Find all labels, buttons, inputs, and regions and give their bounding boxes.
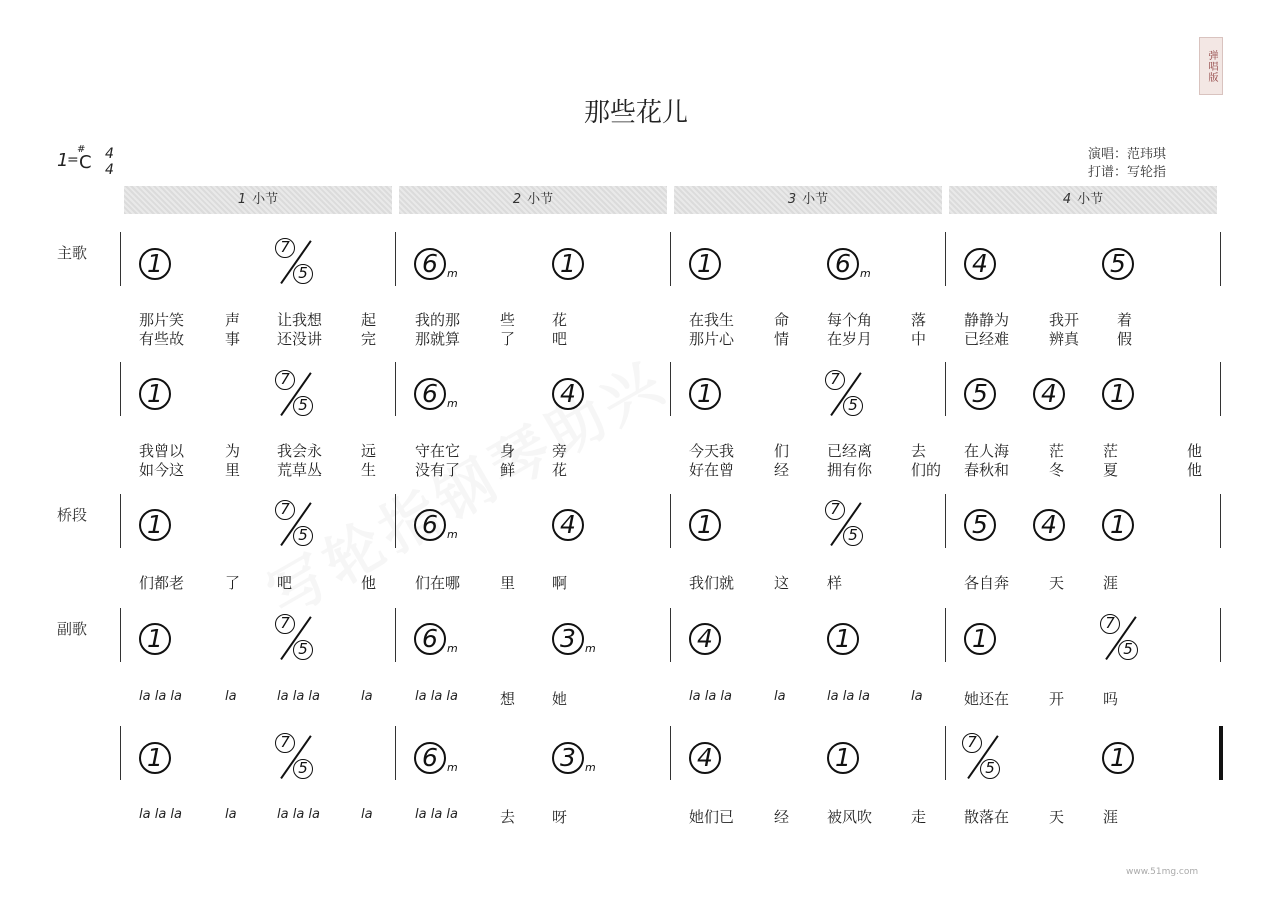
lyric: 去 xyxy=(500,808,516,826)
lyric: 天 xyxy=(1049,808,1065,826)
lyric: 花 xyxy=(552,311,568,329)
barline xyxy=(120,494,121,548)
lyric: 那就算 xyxy=(415,330,461,348)
lyric: 落 xyxy=(911,311,927,329)
time-signature xyxy=(105,146,114,178)
lyric: la la la xyxy=(277,807,320,822)
lyric: 中 xyxy=(911,330,927,348)
barline xyxy=(120,362,121,416)
singer-credit: 演唱：范玮琪 xyxy=(1088,147,1167,162)
section-label-chorus: 副歌 xyxy=(57,620,88,638)
slash-chord-7-5: 7 5 xyxy=(1100,614,1140,660)
chord-1: 1 xyxy=(139,742,171,774)
chord-1: 1 xyxy=(1102,378,1134,410)
lyric: 已经离 xyxy=(827,442,873,460)
lyric: 我曾以 xyxy=(139,442,185,460)
lyric: 每个角 xyxy=(827,311,873,329)
lyric: la la la xyxy=(139,807,182,822)
lyric: la xyxy=(911,689,923,704)
lyric: 没有了 xyxy=(415,461,461,479)
key-eq: = xyxy=(67,152,79,168)
chord-1: 1 xyxy=(552,248,584,280)
chord-6m: 6 m xyxy=(827,248,859,280)
key-letter: C xyxy=(79,152,92,173)
chord-1: 1 xyxy=(689,248,721,280)
lyric: la la la xyxy=(689,689,732,704)
lyric: 吗 xyxy=(1103,690,1119,708)
slash-chord-7-5: 7 5 xyxy=(275,733,315,779)
lyric: 我的那 xyxy=(415,311,461,329)
lyric: 守在它 xyxy=(415,442,461,460)
lyric: la xyxy=(361,689,373,704)
chord-6m: 6 m xyxy=(414,248,446,280)
lyric: 茫 xyxy=(1103,442,1119,460)
lyric: 冬 xyxy=(1049,461,1065,479)
lyric: 我开 xyxy=(1049,311,1080,329)
chord-4: 4 xyxy=(552,509,584,541)
lyric: 起 xyxy=(361,311,377,329)
lyric: 她还在 xyxy=(964,690,1010,708)
lyric: la la la xyxy=(139,689,182,704)
chord-1: 1 xyxy=(827,742,859,774)
page-title: 那些花儿 xyxy=(583,98,688,128)
lyric: 他 xyxy=(1187,461,1203,479)
section-label-verse: 主歌 xyxy=(57,244,88,262)
lyric: la la la xyxy=(277,689,320,704)
lyric: la xyxy=(774,689,786,704)
chord-6m: 6 m xyxy=(414,509,446,541)
section-label-bridge: 桥段 xyxy=(57,506,88,524)
barline xyxy=(1220,608,1221,662)
lyric: 他 xyxy=(361,574,377,592)
lyric: 已经难 xyxy=(964,330,1010,348)
barline xyxy=(395,362,396,416)
slash-chord-7-5: 7 5 xyxy=(275,614,315,660)
slash-chord-7-5: 7 5 xyxy=(275,370,315,416)
chord-3m: 3 m xyxy=(552,742,584,774)
barline xyxy=(945,726,946,780)
lyric: 完 xyxy=(361,330,377,348)
lyric: 这 xyxy=(774,574,790,592)
slash-chord-7-5: 7 5 xyxy=(962,733,1002,779)
lyric: 呀 xyxy=(552,808,568,826)
lyric: 那片笑 xyxy=(139,311,185,329)
lyric: la la la xyxy=(827,689,870,704)
key-one: 1 xyxy=(57,150,69,171)
chord-1: 1 xyxy=(964,623,996,655)
lyric: 那片心 xyxy=(689,330,735,348)
barline xyxy=(945,494,946,548)
chord-1: 1 xyxy=(139,509,171,541)
lyric: 身 xyxy=(500,442,516,460)
barline xyxy=(1220,362,1221,416)
chord-3m: 3 m xyxy=(552,623,584,655)
chord-5: 5 xyxy=(964,509,996,541)
slash-chord-7-5: 7 5 xyxy=(825,370,865,416)
chord-1: 1 xyxy=(139,248,171,280)
lyric: 天 xyxy=(1049,574,1065,592)
barline xyxy=(945,608,946,662)
measure-header-1: 1 小节 xyxy=(124,186,392,214)
lyric: 里 xyxy=(500,574,516,592)
chord-5: 5 xyxy=(964,378,996,410)
lyric: 们都老 xyxy=(139,574,185,592)
barline xyxy=(945,362,946,416)
lyric: 春秋和 xyxy=(964,461,1010,479)
lyric: 些 xyxy=(500,311,516,329)
lyric: la xyxy=(225,807,237,822)
lyric: 涯 xyxy=(1103,808,1119,826)
barline xyxy=(395,232,396,286)
credits xyxy=(1088,146,1166,182)
slash-chord-7-5: 7 5 xyxy=(275,500,315,546)
lyric: 让我想 xyxy=(277,311,323,329)
lyric: 们的 xyxy=(911,461,942,479)
barline xyxy=(120,726,121,780)
barline xyxy=(395,494,396,548)
lyric: 还没讲 xyxy=(277,330,323,348)
lyric: 们 xyxy=(774,442,790,460)
arranger-credit: 打谱：写轮指 xyxy=(1088,165,1167,180)
sharp-symbol: # xyxy=(77,144,86,155)
lyric: 事 xyxy=(225,330,241,348)
lyric: 各自奔 xyxy=(964,574,1010,592)
lyric: 假 xyxy=(1117,330,1133,348)
barline xyxy=(395,726,396,780)
lyric: 在岁月 xyxy=(827,330,873,348)
lyric: 静静为 xyxy=(964,311,1010,329)
lyric: la xyxy=(225,689,237,704)
measure-header-4: 4 小节 xyxy=(949,186,1217,214)
measure-header-3: 3 小节 xyxy=(674,186,942,214)
lyric: 们在哪 xyxy=(415,574,461,592)
lyric: 吧 xyxy=(277,574,293,592)
slash-chord-7-5: 7 5 xyxy=(825,500,865,546)
lyric: 生 xyxy=(361,461,377,479)
lyric: 在人海 xyxy=(964,442,1010,460)
lyric: 如今这 xyxy=(139,461,185,479)
lyric: la la la xyxy=(415,689,458,704)
lyric: 在我生 xyxy=(689,311,735,329)
lyric: 有些故 xyxy=(139,330,185,348)
lyric: 命 xyxy=(774,311,790,329)
lyric: 想 xyxy=(500,690,516,708)
lyric: 散落在 xyxy=(964,808,1010,826)
lyric: 今天我 xyxy=(689,442,735,460)
barline xyxy=(1220,494,1221,548)
lyric: 夏 xyxy=(1103,461,1119,479)
lyric: 情 xyxy=(774,330,790,348)
barline xyxy=(670,494,671,548)
barline xyxy=(120,232,121,286)
chord-4: 4 xyxy=(552,378,584,410)
edition-stamp: 弹唱版 xyxy=(1199,37,1223,95)
footer-url: www.51mg.com xyxy=(1126,867,1199,877)
lyric: 花 xyxy=(552,461,568,479)
lyric: 她们已 xyxy=(689,808,735,826)
final-barline xyxy=(1219,726,1223,780)
barline xyxy=(670,362,671,416)
slash-chord-7-5: 7 5 xyxy=(275,238,315,284)
lyric: 旁 xyxy=(552,442,568,460)
chord-1: 1 xyxy=(139,623,171,655)
chord-1: 1 xyxy=(1102,742,1134,774)
lyric: 里 xyxy=(225,461,241,479)
chord-4: 4 xyxy=(1033,509,1065,541)
lyric: 为 xyxy=(225,442,241,460)
barline xyxy=(670,232,671,286)
lyric: 走 xyxy=(911,808,927,826)
lyric: 被风吹 xyxy=(827,808,873,826)
time-sig-bottom: 4 xyxy=(105,162,114,178)
lyric: 拥有你 xyxy=(827,461,873,479)
chord-4: 4 xyxy=(964,248,996,280)
lyric: 了 xyxy=(225,574,241,592)
lyric: 荒草丛 xyxy=(277,461,323,479)
lyric: 经 xyxy=(774,461,790,479)
lyric: 他 xyxy=(1187,442,1203,460)
lyric: 啊 xyxy=(552,574,568,592)
chord-1: 1 xyxy=(1102,509,1134,541)
lyric: 声 xyxy=(225,311,241,329)
chord-4: 4 xyxy=(689,623,721,655)
lyric: 涯 xyxy=(1103,574,1119,592)
lyric: 吧 xyxy=(552,330,568,348)
chord-4: 4 xyxy=(689,742,721,774)
lyric: 好在曾 xyxy=(689,461,735,479)
barline xyxy=(945,232,946,286)
lyric: la xyxy=(361,807,373,822)
chord-6m: 6 m xyxy=(414,623,446,655)
barline xyxy=(120,608,121,662)
lyric: 了 xyxy=(500,330,516,348)
lyric: 经 xyxy=(774,808,790,826)
time-sig-top: 4 xyxy=(105,146,114,162)
lyric: 辨真 xyxy=(1049,330,1080,348)
lyric: 远 xyxy=(361,442,377,460)
chord-1: 1 xyxy=(689,378,721,410)
chord-5: 5 xyxy=(1102,248,1134,280)
lyric: 开 xyxy=(1049,690,1065,708)
chord-1: 1 xyxy=(689,509,721,541)
lyric: la la la xyxy=(415,807,458,822)
barline xyxy=(670,726,671,780)
barline xyxy=(1220,232,1221,286)
barline xyxy=(670,608,671,662)
lyric: 她 xyxy=(552,690,568,708)
barline xyxy=(395,608,396,662)
lyric: 茫 xyxy=(1049,442,1065,460)
chord-1: 1 xyxy=(139,378,171,410)
lyric: 着 xyxy=(1117,311,1133,329)
lyric: 样 xyxy=(827,574,843,592)
lyric: 去 xyxy=(911,442,927,460)
chord-6m: 6 m xyxy=(414,378,446,410)
chord-1: 1 xyxy=(827,623,859,655)
measure-header-2: 2 小节 xyxy=(399,186,667,214)
lyric: 我会永 xyxy=(277,442,323,460)
key-signature xyxy=(57,144,92,173)
chord-6m: 6 m xyxy=(414,742,446,774)
lyric: 我们就 xyxy=(689,574,735,592)
chord-4: 4 xyxy=(1033,378,1065,410)
lyric: 鲜 xyxy=(500,461,516,479)
